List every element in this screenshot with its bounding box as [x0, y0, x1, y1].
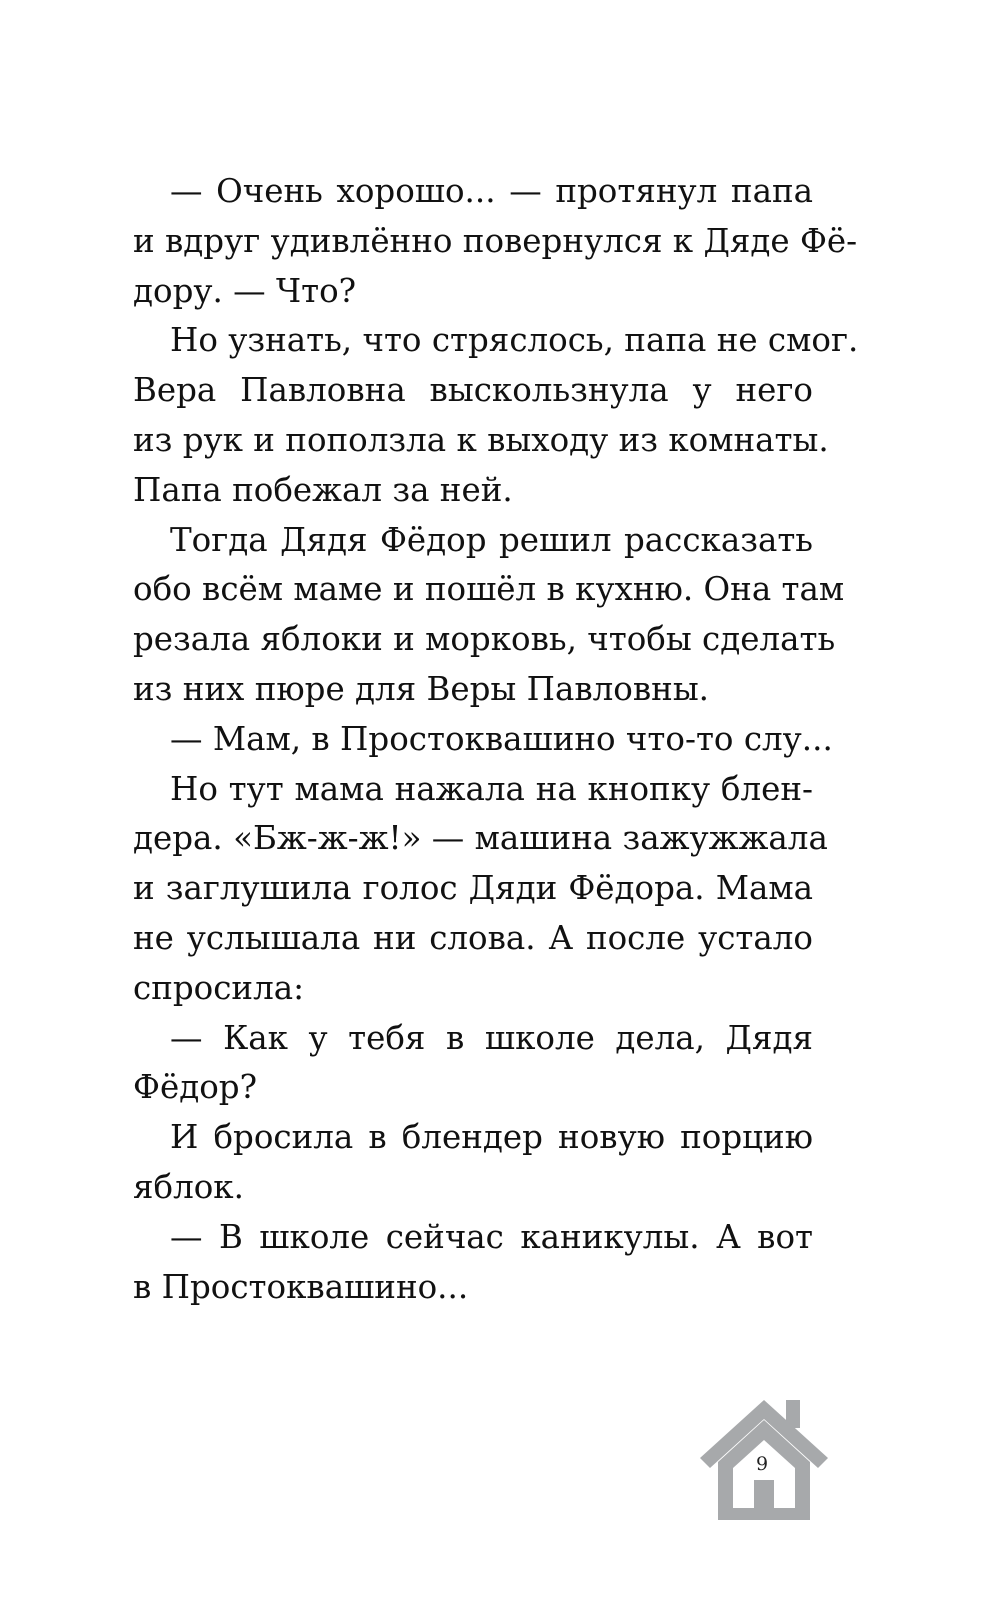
text-line: дору. — Что?	[133, 271, 357, 310]
text-line: спросила:	[133, 968, 305, 1007]
text-line: яблок.	[133, 1167, 244, 1206]
text-line: из них пюре для Веры Павловны.	[133, 669, 710, 708]
page-number: 9	[755, 1453, 769, 1475]
text-line: резала яблоки и морковь, чтобы сделать	[133, 620, 836, 659]
text-line: И бросила в блендер новую порцию	[170, 1118, 813, 1157]
house-door	[754, 1480, 774, 1520]
text-line: обо всём маме и пошёл в кухню. Она там	[133, 570, 845, 609]
text-line: дера. «Бж-ж-ж!» — машина зажужжала	[133, 819, 828, 858]
text-line: Тогда Дядя Фёдор решил рассказать	[170, 520, 813, 559]
text-line: не услышала ни слова. А после устало	[133, 918, 813, 957]
text-line: и заглушила голос Дяди Фёдора. Мама	[133, 869, 813, 908]
text-line: — Мам, в Простоквашино что-то слу...	[170, 719, 833, 758]
text-line: Вера Павловна выскользнула у него	[133, 371, 813, 410]
text-line: и вдруг удивлённо повернулся к Дяде Фё-	[133, 221, 858, 260]
text-line: — Очень хорошо... — протянул папа	[170, 172, 813, 210]
text-line: — Как у тебя в школе дела, Дядя	[170, 1018, 813, 1057]
text-line: — В школе сейчас каникулы. А вот	[170, 1217, 813, 1256]
text-line: из рук и поползла к выходу из комнаты.	[133, 420, 829, 459]
text-line: Фёдор?	[133, 1068, 258, 1107]
text-line: Но тут мама нажала на кнопку блен-	[170, 769, 813, 808]
body-text	[133, 167, 859, 1312]
text-line: Но узнать, что стряслось, папа не смог.	[170, 321, 859, 360]
text-line: в Простоквашино...	[133, 1267, 469, 1306]
text-line: Папа побежал за ней.	[133, 470, 513, 509]
